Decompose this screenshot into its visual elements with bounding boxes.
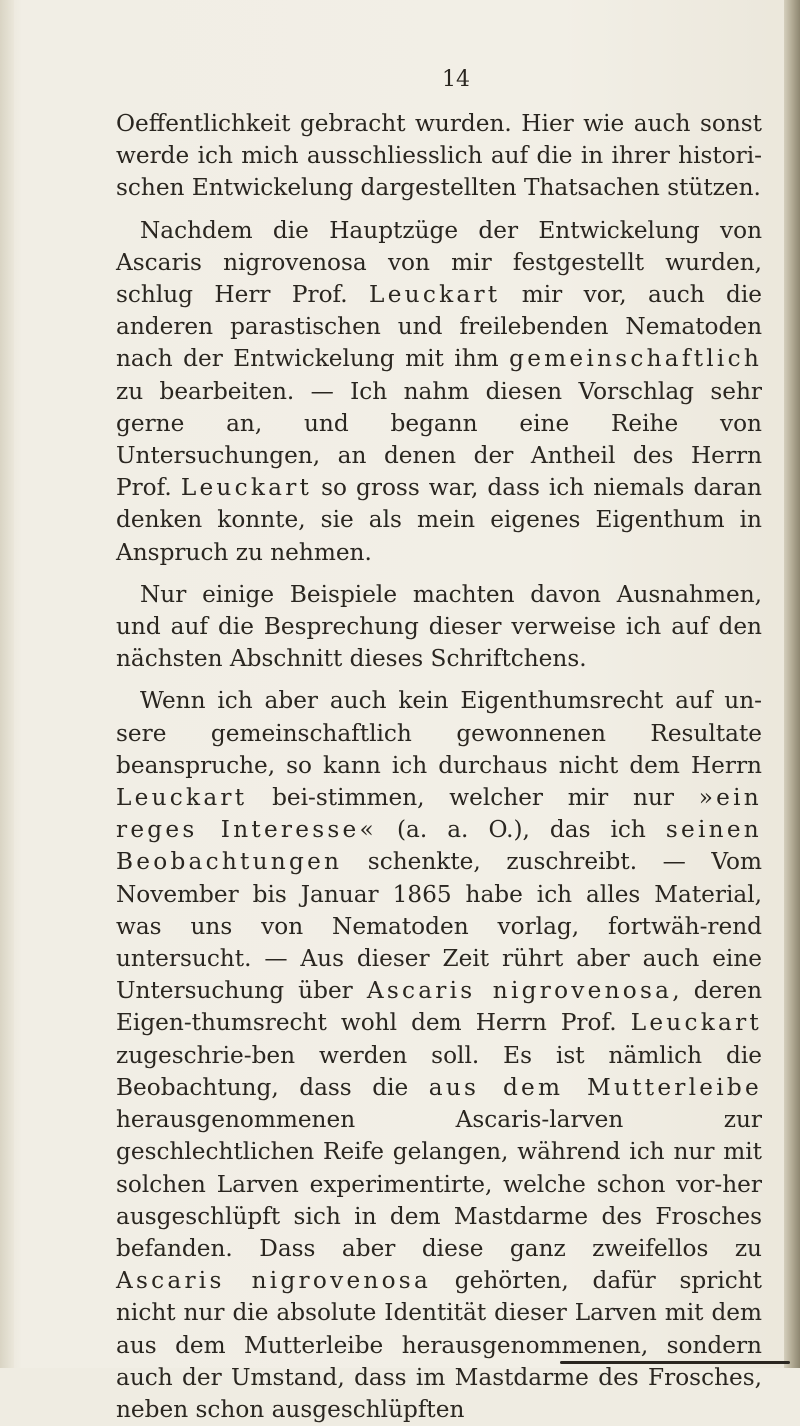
paragraph-4-name-leuckart-1: Leuckart: [116, 784, 248, 812]
paragraph-4-text-7: herausgenommenen Ascaris-larven zur geschlechtlichen Reife gelangen, während ich nur mit solchen Larven experimentirte, welche schon vor-her ausgeschlüpft sich in dem Mastdarme des Frosches befanden. Dass aber diese ganz zweifellos zu: [116, 1106, 762, 1262]
paragraph-4-species-ascaris-2: Ascaris nigrovenosa: [116, 1267, 432, 1295]
page-number: 14: [442, 67, 470, 92]
paragraph-4-text-4: schenkte, zuschreibt. — Vom November bis Januar 1865 habe ich alles Material, was uns von Nematoden vorlag, fortwäh-rend untersucht. — Aus dieser Zeit rührt aber auch eine Untersuchung über: [116, 848, 762, 1005]
paragraph-4-text-5: , deren Eigen-thumsrecht wohl dem Herrn Prof.: [116, 977, 762, 1037]
paragraph-2-text-1: Nachdem die Hauptzüge der Entwickelung von Ascaris nigrovenosa von mir festgestellt wurden, schlug Herr Prof.: [116, 216, 762, 309]
paragraph-4-text-8: gehörten, dafür spricht nicht nur die absolute Identität dieser Larven mit dem aus dem Mutterleibe herausgenommenen, sondern auch der Umstand, dass im Mastdarme des Frosches, neben schon ausgeschlüpften: [116, 1267, 762, 1423]
body-text: [116, 108, 762, 1426]
paragraph-4-species-ascaris-1: Ascaris nigrovenosa: [366, 977, 673, 1005]
page-spine-edge: [784, 0, 800, 1368]
paragraph-4-text-6: zugeschrie-ben werden soll. Es ist nämlich die Beobachtung, dass die: [116, 1041, 762, 1101]
paragraph-1: [116, 108, 762, 205]
paragraph-4-name-leuckart-2: Leuckart: [630, 1009, 762, 1037]
paragraph-2-text-2: mir vor, auch die anderen parastischen und freilebenden Nematoden nach der Entwickelung mit ihm: [116, 281, 762, 373]
paragraph-4-quote-reges-interesse: »ein reges Interesse«: [116, 784, 762, 844]
paragraph-4: [116, 685, 762, 1426]
paragraph-2-emphasis-gemeinschaftlich: gemeinschaftlich: [509, 345, 762, 373]
page-left-shadow: [0, 0, 14, 1368]
paragraph-4-emphasis-mutterleibe: aus dem Mutterleibe: [428, 1073, 762, 1101]
paragraph-2: [116, 215, 762, 569]
paragraph-3-text-1: Nur einige Beispiele machten davon Ausnahmen, und auf die Besprechung dieser verweise ich auf den nächsten Abschnitt dieses Schriftchens.: [116, 580, 762, 673]
paragraph-1-text-1: Oeffentlichkeit gebracht wurden. Hier wie auch sonst werde ich mich ausschliesslich auf die in ihrer histori-schen Entwickelung dargestellten Thatsachen stützen.: [116, 110, 762, 202]
paragraph-3: [116, 579, 762, 676]
paragraph-4-text-3: (a. a. O.), das ich: [376, 816, 666, 844]
paragraph-2-text-4: so gross war, dass ich niemals daran denken konnte, sie als mein eigenes Eigenthum in Anspruch zu nehmen.: [116, 474, 762, 566]
paragraph-4-text-2: bei-stimmen, welcher mir nur: [247, 784, 699, 812]
paragraph-4-emphasis-beobachtungen: seinen Beobachtungen: [116, 816, 762, 876]
paragraph-2-text-3: zu bearbeiten. — Ich nahm diesen Vorschlag sehr gerne an, und begann eine Reihe von Untersuchungen, an denen der Antheil des Herrn Prof.: [116, 377, 762, 502]
bottom-edge-rule: [560, 1361, 790, 1364]
paragraph-2-name-leuckart-1: Leuckart: [369, 281, 501, 309]
paragraph-4-text-1: Wenn ich aber auch kein Eigenthumsrecht auf un-sere gemeinschaftlich gewonnenen Resultate beanspruche, so kann ich durchaus nicht dem Herrn: [116, 687, 762, 779]
paragraph-2-name-leuckart-2: Leuckart: [180, 474, 313, 502]
